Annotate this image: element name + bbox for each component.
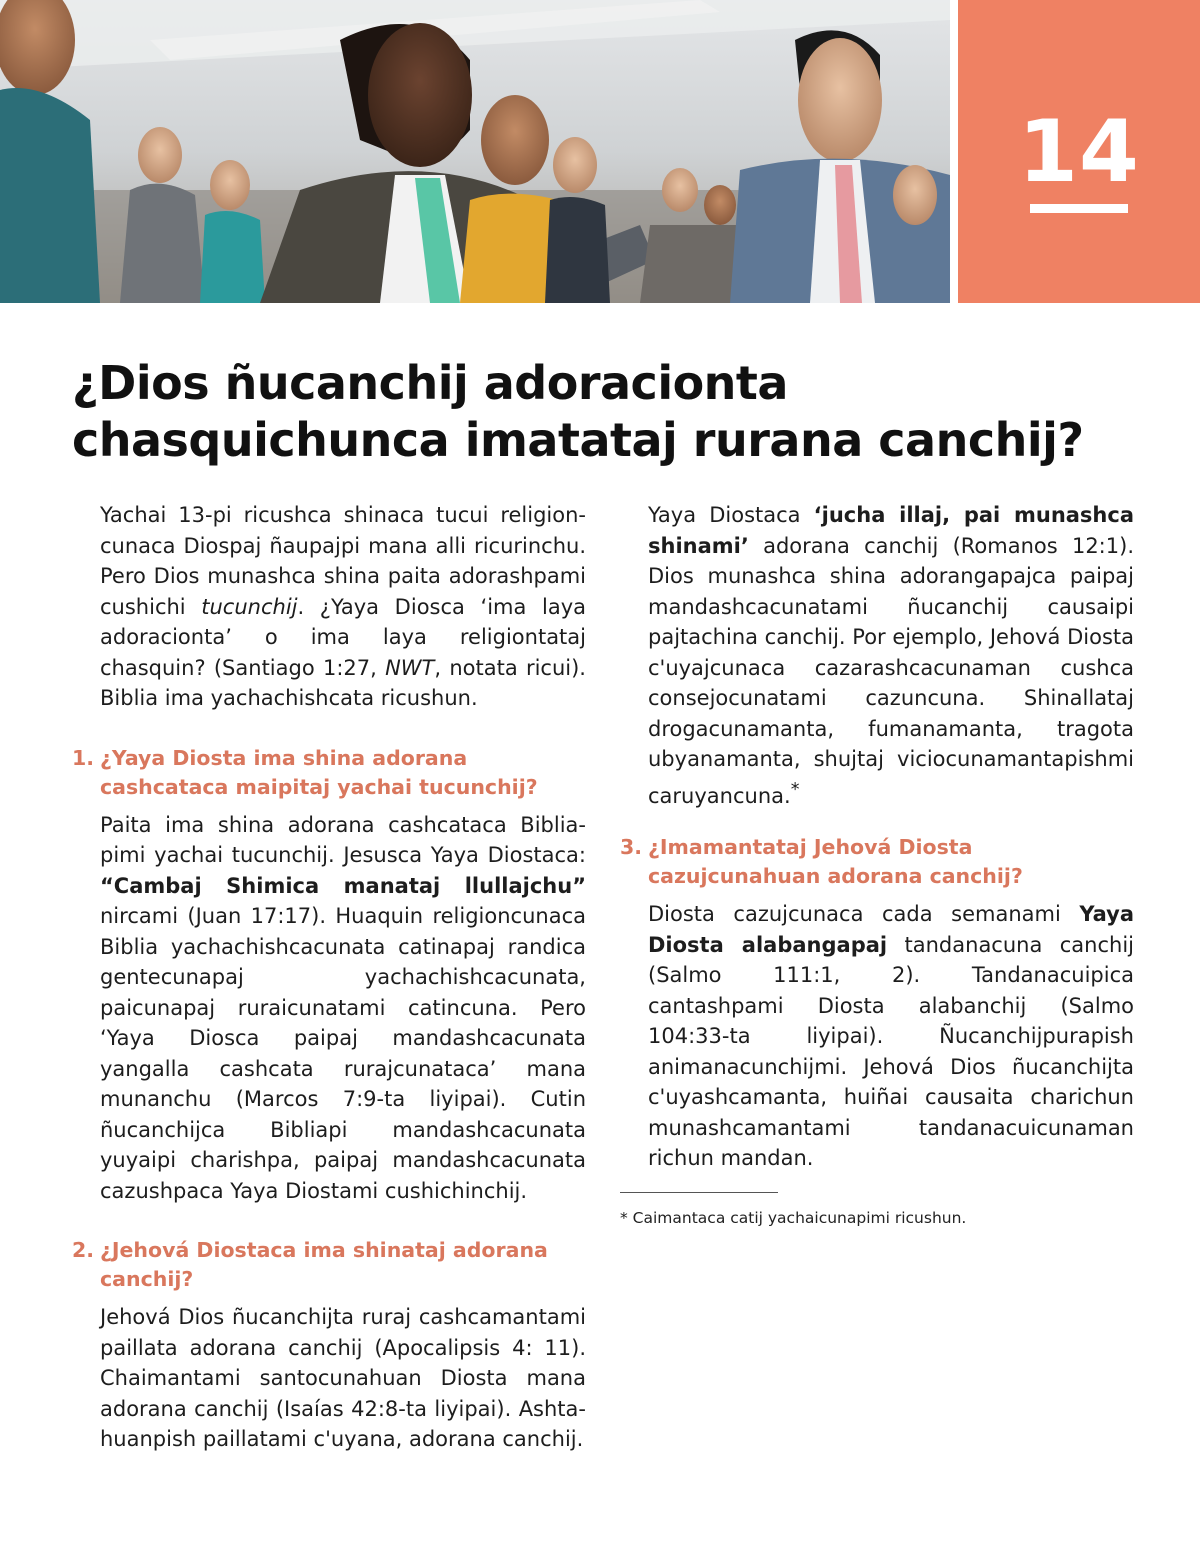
question-1-number: 1. (72, 745, 95, 770)
intro-text-2: . ¿Yaya Diosca ‘ima laya adoracionta’ o ima laya religiontataj chasquin? (Santiago 1:27, (100, 594, 586, 680)
right-intro-text-1: Yaya Diostaca (648, 503, 814, 527)
title-line-1: ¿Dios ñucanchij adoracionta (72, 356, 788, 410)
header-photo (0, 0, 950, 303)
intro-italic-nwt: NWT (385, 655, 435, 680)
answer-1-text-1: Paita ima shina adorana cashcataca Bibliapimi yachai tucunchij. Jesusca Yaya Diostaca: (100, 812, 586, 867)
question-3-text: ¿Imamantataj Jehová Diosta cazujcunahuan adorana canchij? (648, 835, 1023, 888)
answer-1-bold: “Cambaj Shimica manataj llullajchu” (100, 873, 586, 898)
right-intro-paragraph (648, 500, 1134, 811)
intro-text-3: , notata ricui). Biblia ima yachachishcata ricushun. (100, 655, 586, 710)
answer-3-bold: Yaya Diosta alabangapaj (648, 902, 1134, 957)
intro-italic-1: tucunchij (201, 594, 298, 619)
chapter-badge (958, 0, 1200, 303)
right-intro-bold: ‘jucha illaj, pai munashca shinami’ (648, 503, 1135, 558)
right-intro-text-2: adorana canchij (Romanos 12:1). Dios munashca shina adorangapajca paipaj mandashcacunatami ñucanchij causaipi pajtachina canchij. Por ejemplo, Jehová Diosta c'uyajcunaca cazarashcacunaman cushca consejocunatami cazuncuna. Shinallataj drogacunamanta, fumanamanta, tragota ubyanamanta, shujtaj viciocunamantapishmi caruyancuna. (648, 533, 1134, 808)
title-line-2: chasquichunca imatataj rurana canchij? (72, 413, 1084, 467)
question-2 (72, 1236, 586, 1294)
question-2-text: ¿Jehová Diostaca ima shinataj adorana canchij? (100, 1238, 548, 1291)
congregation-singing-photo-icon (0, 0, 950, 303)
question-1 (72, 744, 586, 802)
question-1-text: ¿Yaya Diosta ima shina adorana cashcataca maipitaj yachai tucunchij? (100, 745, 538, 799)
intro-paragraph (100, 500, 586, 714)
right-column (620, 500, 1134, 1229)
answer-2-paragraph: Jehová Dios ñucanchijta ruraj cashcamantami paillata adorana canchij (Apocalipsis 4: 11). Chaimantami santocunahuan Diosta mana adorana canchij (Isaías 42:8-ta liyipai). Ashtahuanpish paillatami c'uyana, adorana canchij. (100, 1305, 586, 1451)
answer-3-paragraph (648, 899, 1134, 1174)
answer-1-paragraph (100, 810, 586, 1207)
chapter-number: 14 (1018, 102, 1140, 202)
page-title (72, 355, 1132, 469)
answer-3-text-1: Diosta cazujcunaca cada semanami (648, 902, 1080, 926)
left-column (72, 500, 586, 1455)
answer-1-text-2: nircami (Juan 17:17). Huaquin religioncunaca Biblia yachachishcacunata catinapaj randica gentecunapaj yachachishcacunata, paicunapaj ruraicunatami catincuna. Pero ‘Yaya Diosca paipaj mandashcacunata yangalla cashcata rurajcunataca’ mana munanchu (Marcos 7:9-ta liyipai). Cutin ñucanchijca Bibliapi mandashcacunata yuyaipi charishpa, paipaj mandashcacunata cazushpaca Yaya Diostami cushichinchij. (100, 904, 586, 1203)
intro-text-1: Yachai 13-pi ricushca shinaca tucui religioncunaca Diospaj ñaupajpi mana alli ricurinchu. Pero Dios munashca shina paita adorashpami cushichi (100, 503, 586, 619)
footnote-divider (620, 1192, 778, 1193)
answer-3-text-2: tandanacuna canchij (Salmo 111:1, 2). Tandanacuipica cantashpami Diosta alabanchij (Salmo 104:33-ta liyipai). Ñucanchijpurapish animanacunchijmi. Jehová Dios ñucanchijta c'uyashcamanta, huiñai causaita charichun munashcamantami tandanacuicunaman richun mandan. (648, 932, 1134, 1170)
chapter-underline (1030, 204, 1128, 213)
question-3-number: 3. (620, 835, 643, 859)
footnote: * Caimantaca catij yachaicunapimi ricushun. (620, 1208, 967, 1227)
footnote-marker[interactable]: * (790, 779, 800, 800)
question-3 (620, 833, 1134, 891)
question-2-number: 2. (72, 1238, 95, 1262)
